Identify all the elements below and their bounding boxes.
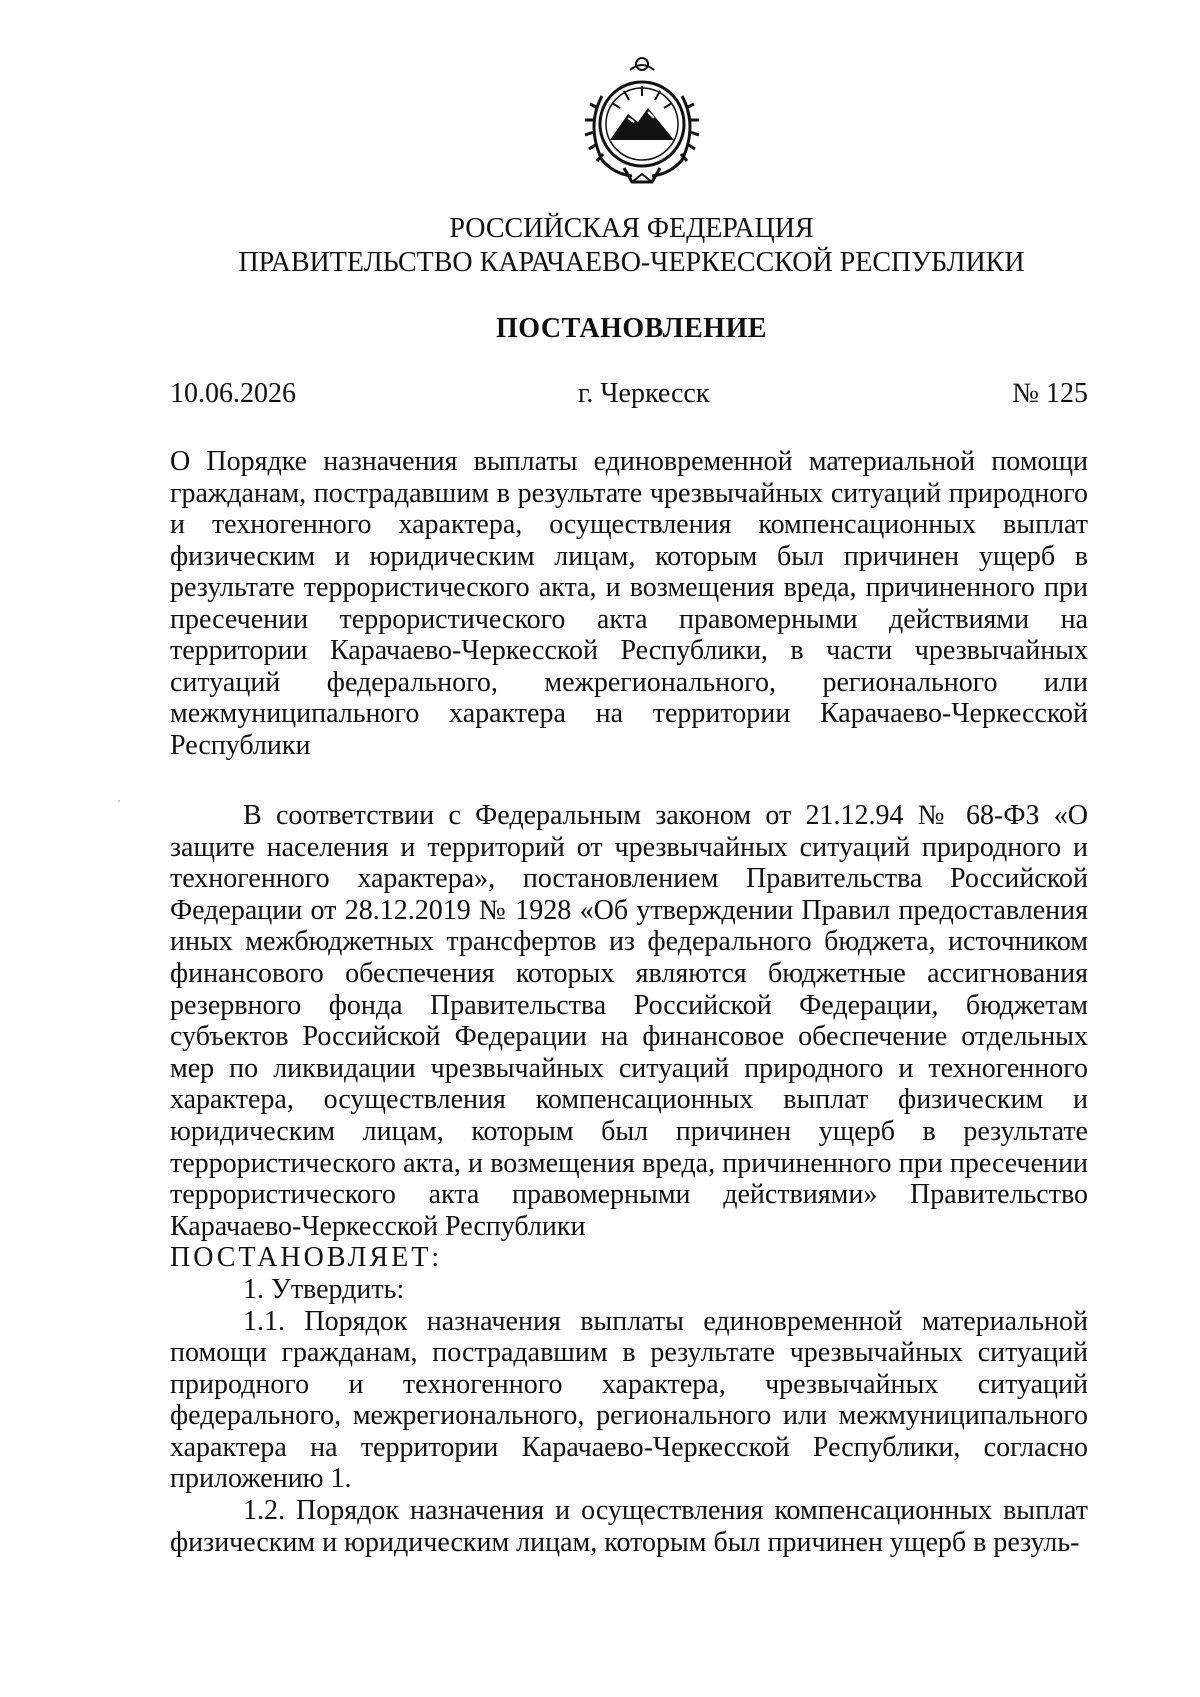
item-1-1: 1.1. Порядок назначения выплаты единовременной материальной помощи гражданам, пострадавшим в результате чрезвычайных ситуаций природного и техногенного характера, чрезвычайных ситуаций федерального, межрегионального, регионального или межмуниципального характера на территории Карачаево-Черкесской Республики, согласно приложению 1. <box>170 1305 1088 1495</box>
document-date: 10.06.2026 <box>170 378 296 409</box>
karachay-cherkessia-coat-of-arms-icon <box>572 56 712 188</box>
document-city: г. Черкесск <box>578 378 710 409</box>
document-body <box>170 800 1088 1558</box>
item-1: 1. Утвердить: <box>243 1273 405 1305</box>
header-country: РОССИЙСКАЯ ФЕДЕРАЦИЯ <box>449 213 814 244</box>
header-government: ПРАВИТЕЛЬСТВО КАРАЧАЕВО-ЧЕРКЕССКОЙ РЕСПУБЛИКИ <box>238 247 1025 278</box>
document-subject: О Порядке назначения выплаты единовременной материальной помощи гражданам, пострадавшим в результате чрезвычайных ситуаций природного и техногенного характера, осуществления компенсационных выплат физическим и юридическим лицам, которым был причинен ущерб в результате террористического акта, и возмещения вреда, причиненного при пресечении террористического акта правомерными действиями на территории Карачаево-Черкесской Республики, в части чрезвычайных ситуаций федерального, межрегионального, регионального или межмуниципального характера на территории Карачаево-Черкесской Республики <box>170 446 1088 761</box>
preamble-paragraph: В соответствии с Федеральным законом от 21.12.94 № 68-ФЗ «О защите населения и территорий от чрезвычайных ситуаций природного и техногенного характера», постановлением Правительства Российской Федерации от 28.12.2019 № 1928 «Об утверждении Правил предоставления иных межбюджетных трансфертов из федерального бюджета, источником финансового обеспечения которых являются бюджетные ассигнования резервного фонда Правительства Российской Федерации, бюджетам субъектов Российской Федерации на финансовое обеспечение отдельных мер по ликвидации чрезвычайных ситуаций природного и техногенного характера, осуществления компенсационных выплат физическим и юридическим лицам, которым был причинен ущерб в результате террористического акта, и возмещения вреда, причиненного при пресечении террористического акта правомерными действиями» Правительство Карачаево-Черкесской Республики <box>170 800 1088 1242</box>
document-type-title: ПОСТАНОВЛЕНИЕ <box>495 313 768 344</box>
resolves-line: ПОСТАНОВЛЯЕТ: <box>170 1242 443 1274</box>
document-number: № 125 <box>1012 378 1088 409</box>
scan-speck <box>118 800 120 802</box>
item-1-2: 1.2. Порядок назначения и осуществления компенсационных выплат физическим и юридическим лицам, которым был причинен ущерб в резуль- <box>170 1495 1088 1558</box>
